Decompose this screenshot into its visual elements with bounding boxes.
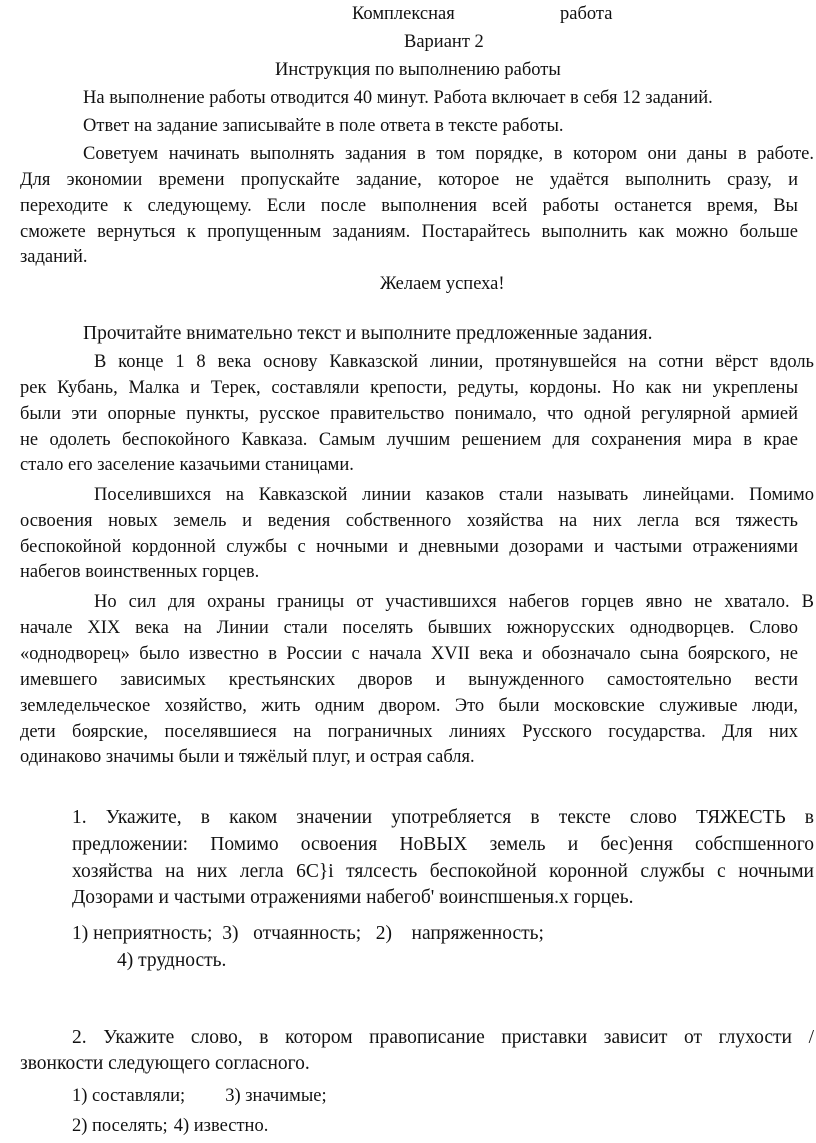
task1-options-line-1: 1) неприятность; 3) отчаянность; 2) напряженность; xyxy=(72,923,544,944)
p2-line-3: беспокойной кордонной службы с ночными и дневными дозорами и частыми отражениями xyxy=(20,537,798,557)
reading-prompt: Прочитайте внимательно текст и выполните предложенные задания. xyxy=(83,323,653,344)
task2-option-4: 4) известно. xyxy=(173,1116,269,1136)
p3-line-2: начале XIX века на Линии стали поселять бывших южнорусских однодворцев. Слово xyxy=(20,618,798,638)
p2-line-4: набегов воинственных горцев. xyxy=(20,562,260,582)
task1-line-1: 1. Укажите, в каком значении употребляется в тексте слово ТЯЖЕСТЬ в xyxy=(72,807,814,828)
instruction-line-1: На выполнение работы отводится 40 минут. Работа включает в себя 12 заданий. xyxy=(83,88,713,108)
p1-line-3: были эти опорные пункты, русское правительство понимало, что одной регулярной армией xyxy=(20,404,798,424)
p2-line-2: освоения новых земель и ведения собственного хозяйства на них легла вся тяжесть xyxy=(20,511,798,531)
p3-line-4: имевшего зависимых крестьянских дворов и вынужденного самостоятельно вести xyxy=(20,670,798,690)
task2-options-row-1 xyxy=(72,1084,327,1108)
task2-option-3: 3) значимые; xyxy=(225,1086,327,1106)
advice-line-1: Советуем начинать выполнять задания в том порядке, в котором они даны в работе. xyxy=(83,144,814,164)
p3-line-6: дети боярские, поселявшиеся на пограничных линиях Русского государства. Для них xyxy=(20,722,798,742)
wish-text: Желаем успеха! xyxy=(380,274,505,294)
advice-line-4: сможете вернуться к пропущенным заданиям. Постарайтесь выполнить как можно больше xyxy=(20,222,798,242)
advice-line-5: заданий. xyxy=(20,247,88,267)
instruction-heading: Инструкция по выполнению работы xyxy=(275,60,561,80)
task1-line-4: Дозорами и частыми отражениями набегоб' воинспшеныя.х горцеь. xyxy=(72,887,634,908)
title-part2: работа xyxy=(560,4,613,24)
advice-line-2: Для экономии времени пропускайте задание, которое не удаётся выполнить сразу, и xyxy=(20,170,798,190)
p1-line-1: В конце 1 8 века основу Кавказской линии, протянувшейся на сотни вёрст вдоль xyxy=(94,352,814,372)
p1-line-4: не одолеть беспокойного Кавказа. Самым лучшим решением для сохранения мира в крае xyxy=(20,430,798,450)
variant-title: Вариант 2 xyxy=(404,32,484,52)
task1-line-3: хозяйства на них легла 6С}i тялсесть беспокойной коронной службы с ночными xyxy=(72,861,814,882)
title-part1: Комплексная xyxy=(352,4,455,24)
p3-line-5: земледельческое хозяйство, жить одним двором. Это были московские служивые люди, xyxy=(20,696,798,716)
p1-line-5: стало его заселение казачьими станицами. xyxy=(20,455,354,475)
p2-line-1: Поселившихся на Кавказской линии казаков стали называть линейцами. Помимо xyxy=(94,485,814,505)
p3-line-1: Но сил для охраны границы от участившихся набегов горцев явно не хватало. В xyxy=(94,592,814,612)
task2-option-1: 1) составляли; xyxy=(72,1086,186,1106)
task2-option-2: 2) поселять; xyxy=(72,1116,168,1136)
task2-line-2: звонкости следующего согласного. xyxy=(20,1053,310,1074)
advice-line-3: переходите к следующему. Если после выполнения всей работы останется время, Вы xyxy=(20,196,798,216)
instruction-line-2: Ответ на задание записывайте в поле ответа в тексте работы. xyxy=(83,116,564,136)
p1-line-2: рек Кубань, Малка и Терек, составляли крепости, редуты, кордоны. Но как ни укреплены xyxy=(20,378,798,398)
p3-line-3: «однодворец» было известно в России с начала XVII века и обозначало сына боярского, не xyxy=(20,644,798,664)
p3-line-7: одинаково значимы были и тяжёлый плуг, и острая сабля. xyxy=(20,747,475,767)
task1-line-2: предложении: Помимо освоения НоВЫХ земель и бес)ення собспшенного xyxy=(72,834,814,855)
task1-options-line-2: 4) трудность. xyxy=(117,950,227,971)
task2-options-row-2 xyxy=(72,1114,268,1138)
task2-line-1: 2. Укажите слово, в котором правописание приставки зависит от глухости / xyxy=(72,1027,814,1048)
